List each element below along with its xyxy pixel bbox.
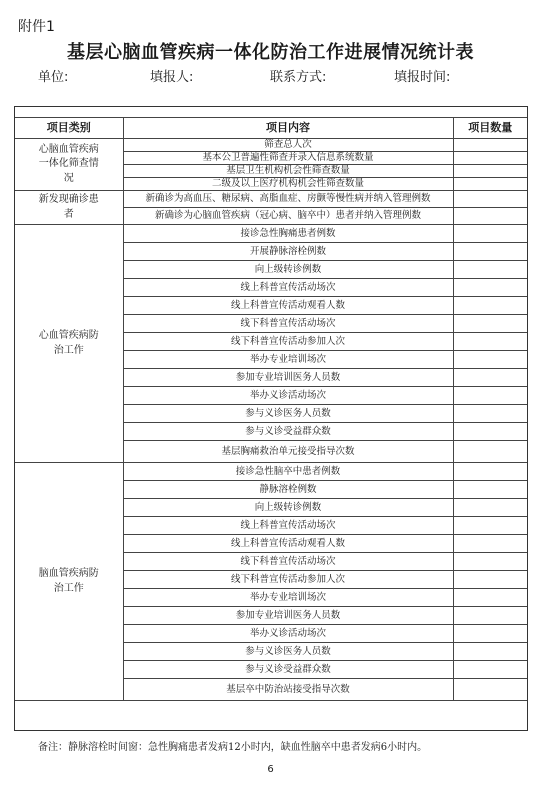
item-content: 线下科普宣传活动参加人次 <box>123 571 453 589</box>
item-content: 线下科普宣传活动参加人次 <box>123 333 453 351</box>
quantity-cell[interactable] <box>453 315 527 333</box>
item-content: 参与义诊医务人员数 <box>123 643 453 661</box>
table-row <box>15 463 527 481</box>
item-content: 线下科普宣传活动场次 <box>123 553 453 571</box>
category-cerebrovascular: 脑血管疾病防治工作 <box>15 463 123 701</box>
item-content: 参与义诊受益群众数 <box>123 661 453 679</box>
item-content: 参加专业培训医务人员数 <box>123 607 453 625</box>
item-content: 线下科普宣传活动场次 <box>123 315 453 333</box>
quantity-cell[interactable] <box>453 589 527 607</box>
quantity-cell[interactable] <box>453 191 527 208</box>
item-content: 线上科普宣传活动观看人数 <box>123 297 453 315</box>
quantity-cell[interactable] <box>453 351 527 369</box>
quantity-cell[interactable] <box>453 208 527 225</box>
table-row <box>15 139 527 152</box>
item-content: 向上级转诊例数 <box>123 261 453 279</box>
quantity-cell[interactable] <box>453 297 527 315</box>
table-header-row <box>15 118 527 139</box>
item-content: 向上级转诊例数 <box>123 499 453 517</box>
item-content: 基本公卫普遍性筛查并录入信息系统数量 <box>123 152 453 165</box>
item-content: 参加专业培训医务人员数 <box>123 369 453 387</box>
item-content: 举办专业培训场次 <box>123 589 453 607</box>
quantity-cell[interactable] <box>453 535 527 553</box>
item-content: 新确诊为高血压、糖尿病、高脂血症、房颤等慢性病并纳入管理例数 <box>123 191 453 208</box>
attachment-label: 附件1 <box>18 19 55 35</box>
item-content: 新确诊为心脑血管疾病（冠心病、脑卒中）患者并纳入管理例数 <box>123 208 453 225</box>
quantity-cell[interactable] <box>453 423 527 441</box>
quantity-cell[interactable] <box>453 643 527 661</box>
quantity-cell[interactable] <box>453 679 527 701</box>
item-content: 线上科普宣传活动场次 <box>123 517 453 535</box>
quantity-cell[interactable] <box>453 441 527 463</box>
item-content: 举办义诊活动场次 <box>123 387 453 405</box>
quantity-cell[interactable] <box>453 571 527 589</box>
quantity-cell[interactable] <box>453 387 527 405</box>
item-content: 基层卫生机构机会性筛查数量 <box>123 165 453 178</box>
header-quantity: 项目数量 <box>453 118 527 139</box>
unit-label: 单位: <box>38 70 69 85</box>
item-content: 接诊急性胸痛患者例数 <box>123 225 453 243</box>
item-content: 举办专业培训场次 <box>123 351 453 369</box>
category-screening: 心脑血管疾病一体化筛查情况 <box>15 139 123 191</box>
item-content: 二级及以上医疗机构机会性筛查数量 <box>123 178 453 191</box>
item-content: 线上科普宣传活动场次 <box>123 279 453 297</box>
contact-label: 联系方式: <box>270 70 327 85</box>
quantity-cell[interactable] <box>453 625 527 643</box>
quantity-cell[interactable] <box>453 517 527 535</box>
quantity-cell[interactable] <box>453 607 527 625</box>
item-content: 线上科普宣传活动观看人数 <box>123 535 453 553</box>
quantity-cell[interactable] <box>453 369 527 387</box>
date-label: 填报时间: <box>394 70 451 85</box>
quantity-cell[interactable] <box>453 405 527 423</box>
page-title: 基层心脑血管疾病一体化防治工作进展情况统计表 <box>67 42 474 63</box>
item-content: 参与义诊医务人员数 <box>123 405 453 423</box>
category-new-diagnosis: 新发现确诊患者 <box>15 191 123 225</box>
quantity-cell[interactable] <box>453 553 527 571</box>
table-row <box>15 191 527 208</box>
item-content: 基层胸痛救治单元接受指导次数 <box>123 441 453 463</box>
quantity-cell[interactable] <box>453 165 527 178</box>
item-content: 举办义诊活动场次 <box>123 625 453 643</box>
statistics-sheet <box>14 106 528 731</box>
statistics-table <box>15 117 527 701</box>
quantity-cell[interactable] <box>453 481 527 499</box>
quantity-cell[interactable] <box>453 243 527 261</box>
quantity-cell[interactable] <box>453 661 527 679</box>
header-content: 项目内容 <box>123 118 453 139</box>
table-row <box>15 225 527 243</box>
quantity-cell[interactable] <box>453 152 527 165</box>
reporter-label: 填报人: <box>150 70 194 85</box>
item-content: 参与义诊受益群众数 <box>123 423 453 441</box>
footnote: 备注：静脉溶栓时间窗：急性胸痛患者发病12小时内，缺血性脑卒中患者发病6小时内。 <box>38 742 428 753</box>
quantity-cell[interactable] <box>453 225 527 243</box>
header-category: 项目类别 <box>15 118 123 139</box>
quantity-cell[interactable] <box>453 139 527 152</box>
item-content: 筛查总人次 <box>123 139 453 152</box>
quantity-cell[interactable] <box>453 261 527 279</box>
page-number: 6 <box>267 764 274 775</box>
quantity-cell[interactable] <box>453 279 527 297</box>
item-content: 静脉溶栓例数 <box>123 481 453 499</box>
item-content: 基层卒中防治站接受指导次数 <box>123 679 453 701</box>
quantity-cell[interactable] <box>453 333 527 351</box>
item-content: 接诊急性脑卒中患者例数 <box>123 463 453 481</box>
category-cardiovascular: 心血管疾病防治工作 <box>15 225 123 463</box>
item-content: 开展静脉溶栓例数 <box>123 243 453 261</box>
quantity-cell[interactable] <box>453 178 527 191</box>
quantity-cell[interactable] <box>453 499 527 517</box>
quantity-cell[interactable] <box>453 463 527 481</box>
